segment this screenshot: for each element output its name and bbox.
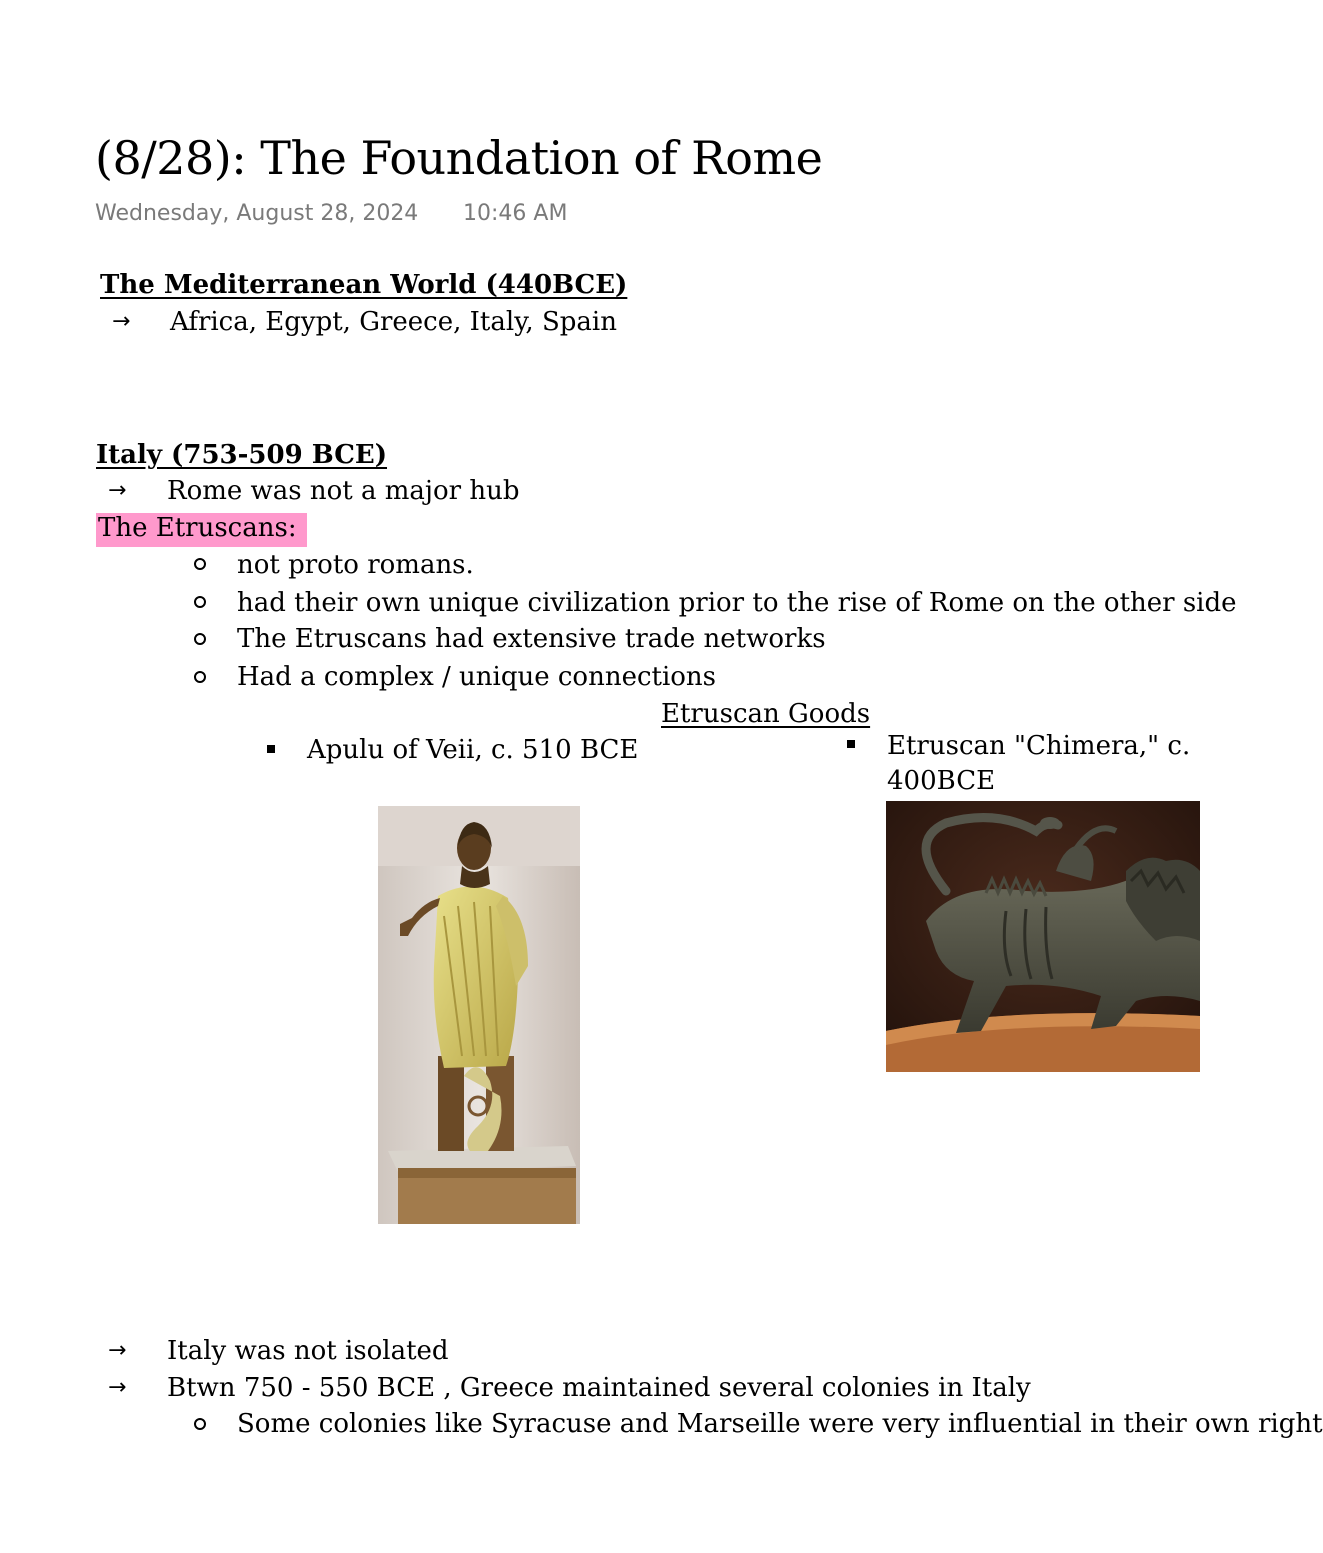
goods-item-apulu: Apulu of Veii, c. 510 BCE bbox=[307, 735, 639, 765]
colonies-sub-point: Some colonies like Syracuse and Marseille were very influential in their own right bbox=[237, 1409, 1323, 1439]
etruscan-goods-heading: Etruscan Goods bbox=[661, 699, 871, 729]
square-bullet-icon bbox=[267, 745, 275, 753]
arrow-icon: → bbox=[108, 478, 127, 503]
circle-bullet-icon bbox=[194, 633, 206, 645]
highlighted-text: The Etruscans: bbox=[96, 513, 307, 547]
etruscans-point: The Etruscans had extensive trade networks bbox=[237, 624, 826, 654]
circle-bullet-icon bbox=[194, 596, 206, 608]
etruscans-point: not proto romans. bbox=[237, 550, 474, 580]
italy-heading: Italy (753-509 BCE) bbox=[96, 440, 388, 470]
colonies-bullet: Italy was not isolated bbox=[167, 1336, 449, 1366]
etruscans-label bbox=[96, 511, 307, 545]
page-date: Wednesday, August 28, 2024 bbox=[95, 201, 419, 226]
circle-bullet-icon bbox=[194, 671, 206, 683]
page-time: 10:46 AM bbox=[463, 201, 568, 226]
goods-item-chimera-line2: 400BCE bbox=[887, 766, 996, 796]
chimera-bronze-image bbox=[886, 801, 1200, 1072]
circle-bullet-icon bbox=[194, 1418, 206, 1430]
mediterranean-heading: The Mediterranean World (440BCE) bbox=[100, 270, 628, 300]
italy-bullet: Rome was not a major hub bbox=[167, 476, 520, 506]
page-title: (8/28): The Foundation of Rome bbox=[95, 131, 823, 185]
arrow-icon: → bbox=[108, 1338, 127, 1363]
mediterranean-bullet: Africa, Egypt, Greece, Italy, Spain bbox=[170, 307, 617, 337]
arrow-icon: → bbox=[112, 309, 131, 334]
colonies-bullet: Btwn 750 - 550 BCE , Greece maintained several colonies in Italy bbox=[167, 1373, 1031, 1403]
etruscans-point: Had a complex / unique connections bbox=[237, 662, 717, 692]
circle-bullet-icon bbox=[194, 558, 206, 570]
goods-item-chimera-line1: Etruscan "Chimera," c. bbox=[887, 731, 1191, 761]
etruscans-point: had their own unique civilization prior to the rise of Rome on the other side bbox=[237, 588, 1237, 618]
statue-icon bbox=[378, 806, 580, 1224]
arrow-icon: → bbox=[108, 1375, 127, 1400]
chimera-icon bbox=[886, 801, 1200, 1072]
apulu-statue-image bbox=[378, 806, 580, 1224]
square-bullet-icon bbox=[847, 740, 855, 748]
